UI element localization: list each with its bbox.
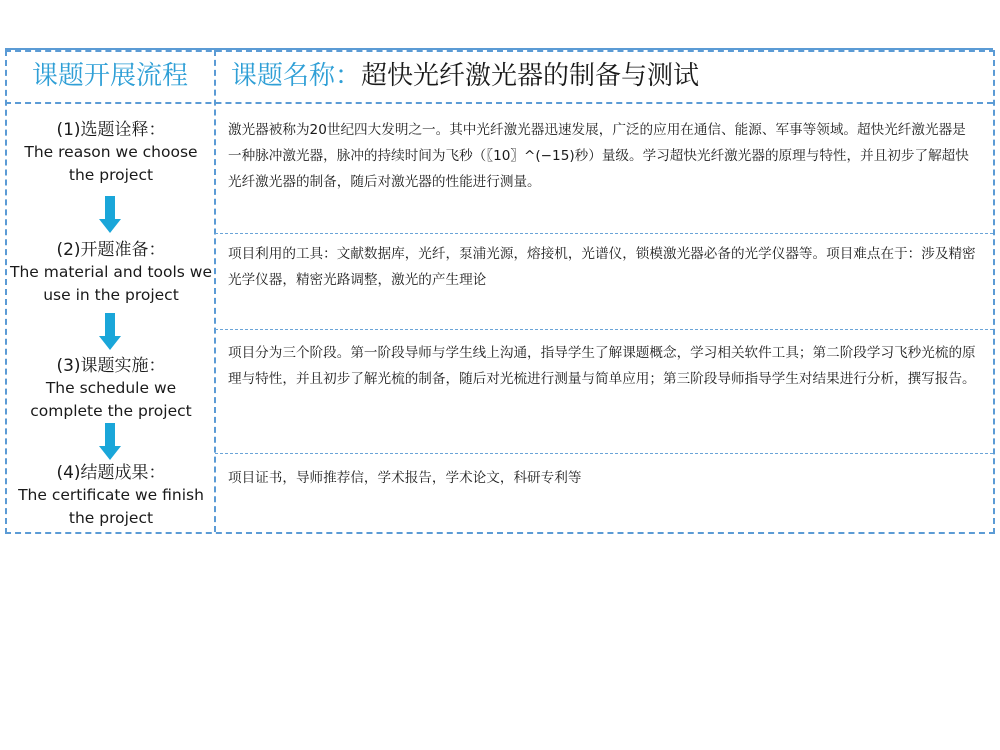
step-subtitle: the project	[68, 509, 154, 527]
step-title: (2)开题准备：	[56, 240, 166, 260]
step-3	[7, 355, 215, 423]
project-flow-table	[5, 48, 993, 532]
step-4	[7, 462, 215, 530]
down-arrow-icon	[100, 313, 120, 351]
project-title	[231, 50, 699, 102]
project-title-label: 课题名称：	[231, 61, 362, 91]
step-2	[7, 239, 215, 307]
step-title: (3)课题实施：	[56, 356, 166, 376]
step-subtitle: use in the project	[43, 286, 179, 304]
row-divider	[215, 453, 993, 454]
step-subtitle: the project	[68, 166, 154, 184]
step-2-content: 项目利用的工具：文献数据库，光纤，泵浦光源，熔接机，光谱仪，锁模激光器必备的光学仪器等。项目难点在于：涉及精密光学仪器，精密光路调整，激光的产生理论	[228, 246, 976, 288]
step-title: (4)结题成果：	[56, 463, 166, 483]
step-title: (1)选题诠释：	[56, 120, 166, 140]
step-1	[7, 119, 215, 187]
row-divider	[215, 233, 993, 234]
row-divider	[215, 329, 993, 330]
step-3-content: 项目分为三个阶段。第一阶段导师与学生线上沟通，指导学生了解课题概念，学习相关软件工具；第二阶段学习飞秒光梳的原理与特性，并且初步了解光梳的制备，随后对光梳进行测量与简单应用；第三阶段导师指导学生对结果进行分析，撰写报告。	[228, 345, 976, 387]
project-title-name: 超快光纤激光器的制备与测试	[361, 61, 700, 91]
process-heading: 课题开展流程	[31, 61, 188, 91]
step-1-content: 激光器被称为20世纪四大发明之一。其中光纤激光器迅速发展，广泛的应用在通信、能源、军事等领域。超快光纤激光器是一种脉冲激光器，脉冲的持续时间为飞秒（〖10〗^(−15)秒）量级。学习超快光纤激光器的原理与特性，并且初步了解超快光纤激光器的制备，随后对激光器的性能进行测量。	[228, 122, 969, 190]
down-arrow-icon	[100, 196, 120, 234]
step-subtitle: The material and tools we	[9, 263, 213, 281]
header-divider	[5, 102, 993, 104]
down-arrow-icon	[100, 423, 120, 461]
step-4-content: 项目证书，导师推荐信，学术报告，学术论文，科研专利等	[228, 470, 582, 486]
step-subtitle: complete the project	[30, 402, 192, 420]
step-subtitle: The reason we choose	[24, 143, 198, 161]
step-subtitle: The certificate we finish	[18, 486, 204, 504]
step-subtitle: The schedule we	[45, 379, 177, 397]
